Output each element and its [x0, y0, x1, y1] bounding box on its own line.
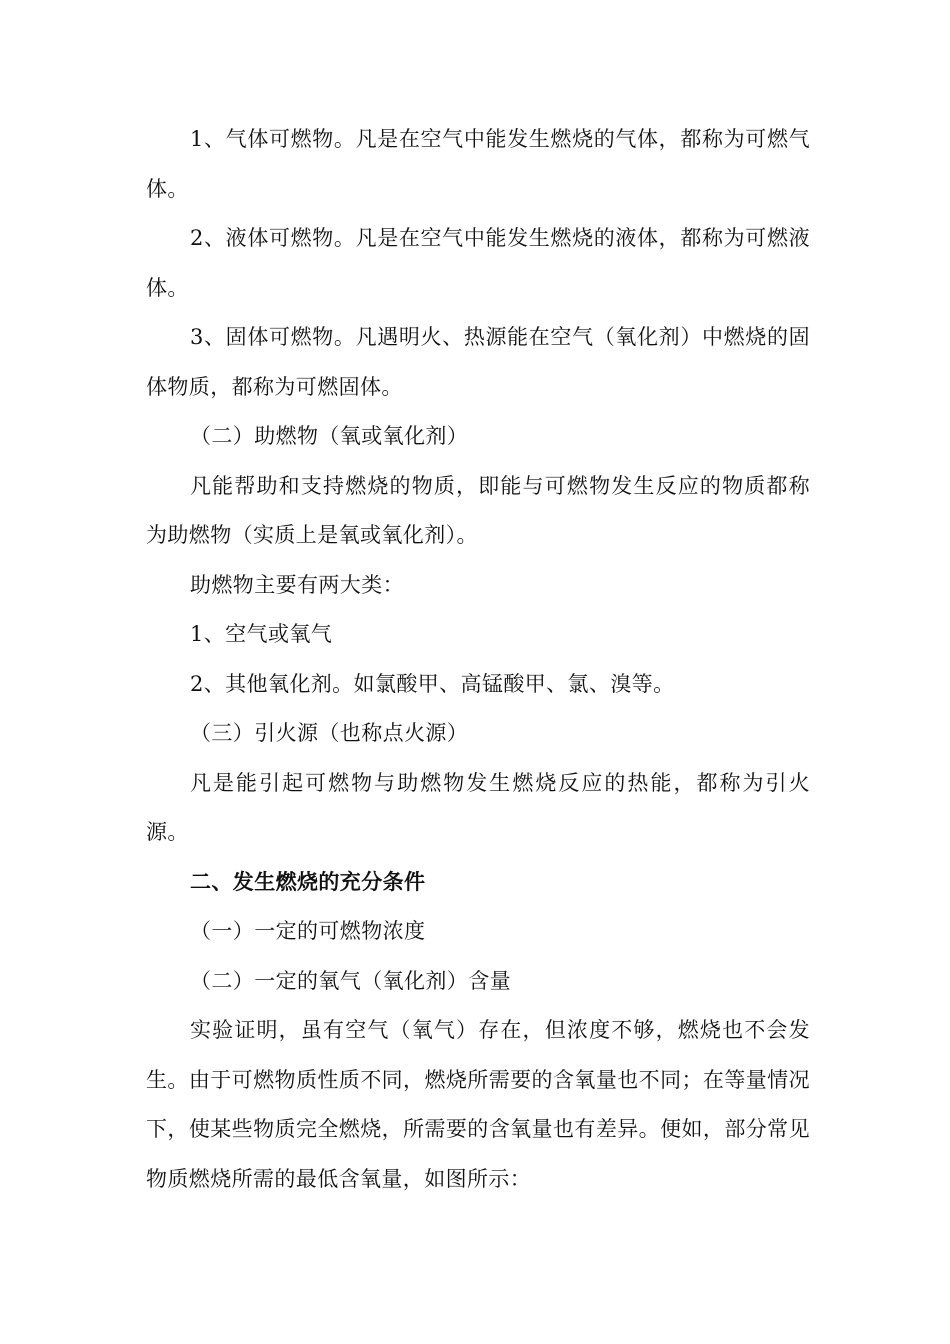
list-item-other-oxidizers: 2、其他氧化剂。如氯酸甲、高锰酸甲、氯、溴等。 [190, 671, 675, 696]
paragraph-liquid-combustible: 2、液体可燃物。凡是在空气中能发生燃烧的液体，都称为可燃液体。 [146, 226, 810, 300]
list-item-air-oxygen: 1、空气或氧气 [190, 622, 333, 646]
paragraph-solid-combustible: 3、固体可燃物。凡遇明火、热源能在空气（氧化剂）中燃烧的固体物质，都称为可燃固体。 [146, 325, 810, 399]
paragraph-oxygen-experiment: 实验证明，虽有空气（氧气）存在，但浓度不够，燃烧也不会发生。由于可燃物质性质不同，燃烧所需要的含氧量也不同；在等量情况下，使某些物质完全燃烧，所需要的含氧量也有差异。便如，部分常见物质燃烧所需的最低含氧量，如图所示： [146, 1018, 810, 1191]
heading-oxidizer: （二）助燃物（氧或氧化剂） [190, 424, 469, 448]
paragraph-oxidizer-types: 助燃物主要有两大类： [190, 572, 404, 597]
paragraph-ignition-definition: 凡是能引起可燃物与助燃物发生燃烧反应的热能，都称为引火源。 [146, 770, 810, 844]
paragraph-oxidizer-definition: 凡能帮助和支持燃烧的物质，即能与可燃物发生反应的物质都称为助燃物（实质上是氧或氧化剂）。 [146, 473, 810, 547]
section-heading-sufficient-conditions: 二、发生燃烧的充分条件 [190, 869, 426, 894]
heading-fuel-concentration: （一）一定的可燃物浓度 [190, 919, 426, 943]
heading-ignition-source: （三）引火源（也称点火源） [190, 721, 469, 745]
document-body [146, 115, 810, 1204]
heading-oxygen-content: （二）一定的氧气（氧化剂）含量 [190, 968, 511, 993]
paragraph-gas-combustible: 1、气体可燃物。凡是在空气中能发生燃烧的气体，都称为可燃气体。 [146, 127, 810, 201]
